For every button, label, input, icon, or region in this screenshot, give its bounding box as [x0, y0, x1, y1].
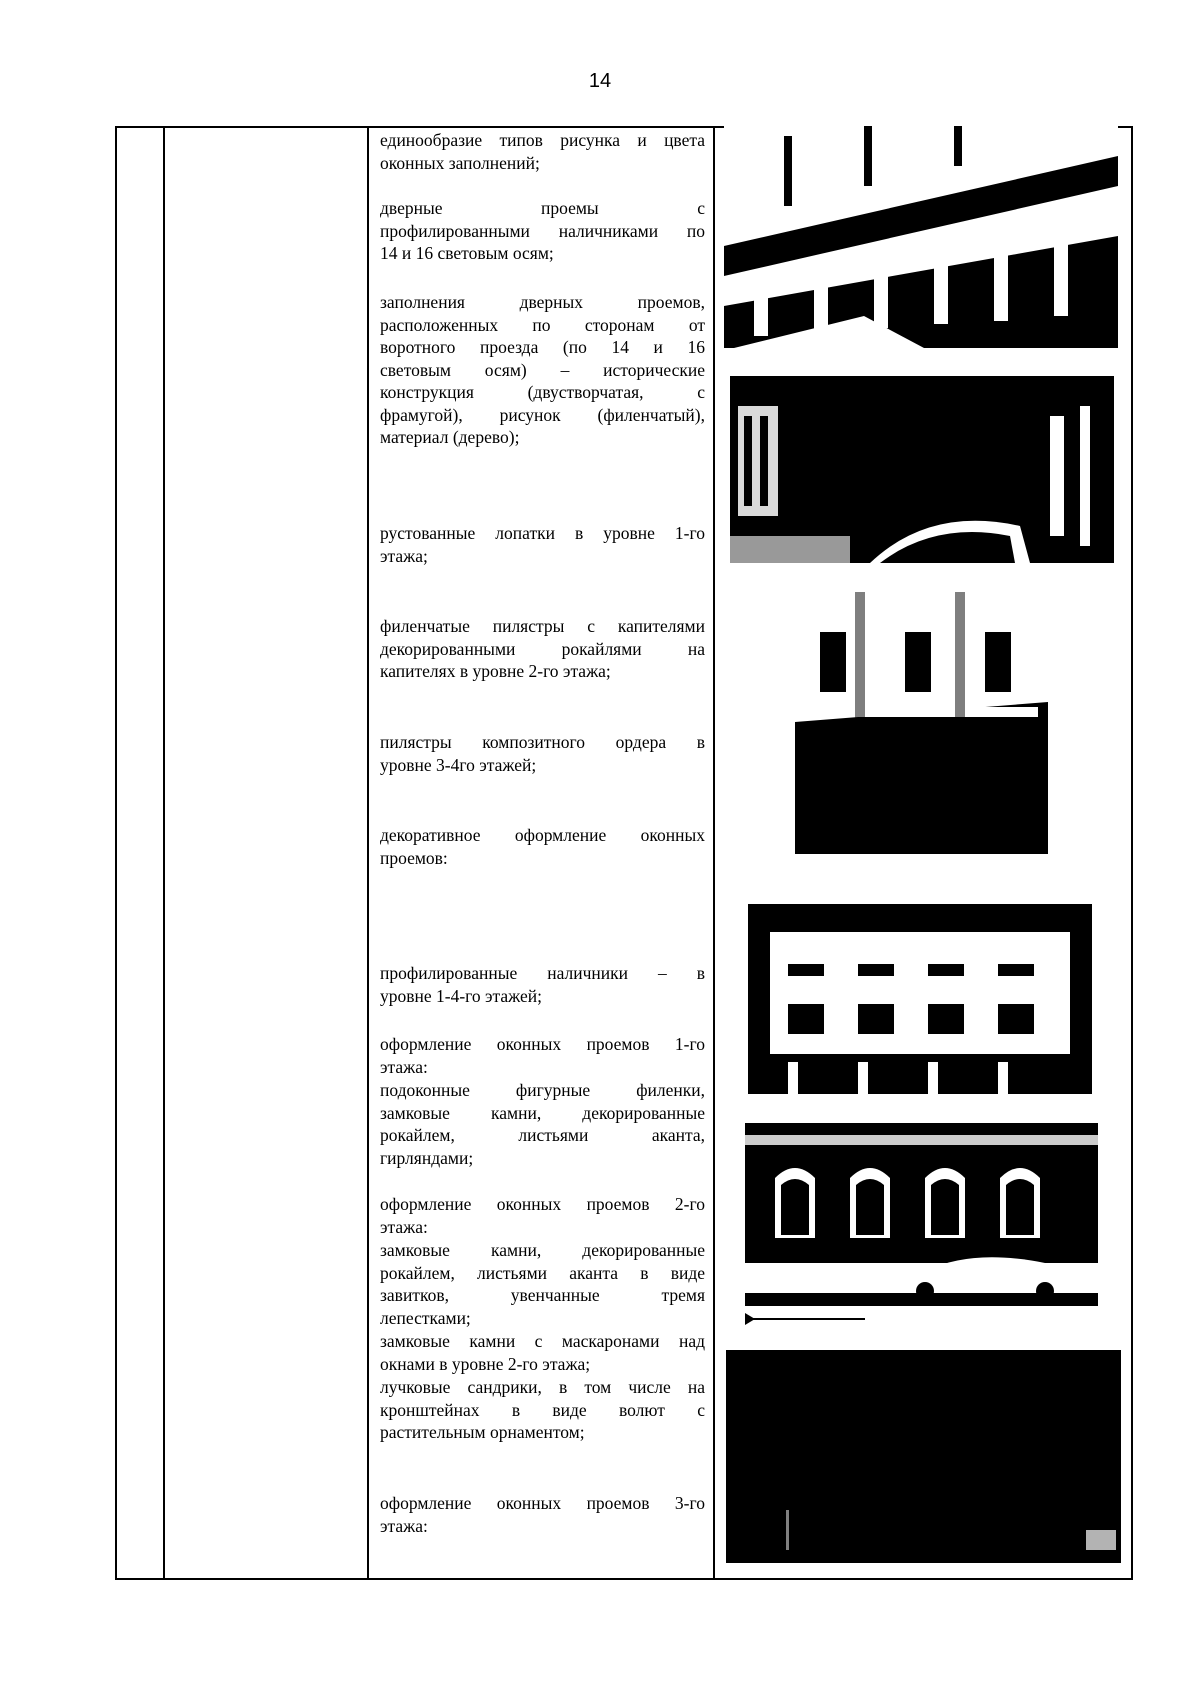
item-mascaron-keystones: замковые камни с маскаронами над окнами в уровне 2-го этажа; — [380, 1331, 705, 1374]
window-decor-photo — [748, 884, 1092, 1094]
item-floor2-keystones: замковые камни, декорированные рокайлем, листьями аканта в виде завитков, увенчанные тремя лепестками; — [380, 1240, 705, 1328]
item-floor2-heading: оформление оконных проемов 2-го этажа: — [380, 1194, 705, 1237]
item-floor1-heading: оформление оконных проемов 1-го этажа: — [380, 1034, 705, 1077]
arrow-line — [745, 1318, 865, 1320]
item-rusticated-pilasters: рустованные лопатки в уровне 1-го этажа; — [380, 523, 705, 566]
arrow-head-icon — [745, 1313, 755, 1325]
item-profiled-casings: профилированные наличники – в уровне 1-4-го этажей; — [380, 963, 705, 1006]
item-composite-pilasters: пилястры композитного ордера в уровне 3-4го этажей; — [380, 732, 705, 775]
column-divider-1 — [163, 126, 165, 1580]
item-panel-pilasters: филенчатые пилястры с капителями декорированными рокайлями на капителях в уровне 2-го этажа; — [380, 616, 705, 681]
column-divider-2 — [367, 126, 369, 1580]
dark-facade-photo — [726, 1350, 1121, 1563]
item-door-fills: заполнения дверных проемов, расположенных по сторонам от воротного проезда (по 14 и 16 световым осям) – исторические конструкция (двустворчатая, с фрамугой), рисунок (филенчатый), материал (дерево); — [380, 292, 705, 447]
item-door-openings: дверные проемы с профилированными наличниками по 14 и 16 световым осям; — [380, 198, 705, 263]
item-floor3-heading: оформление оконных проемов 3-го этажа: — [380, 1493, 705, 1536]
pilasters-balcony-photo — [795, 592, 1048, 854]
column-divider-3 — [713, 126, 715, 1580]
page-number: 14 — [588, 70, 612, 92]
item-arched-pediments: лучковые сандрики, в том числе на кронштейнах в виде волют с растительным орнаментом; — [380, 1377, 705, 1442]
first-floor-windows-photo — [745, 1123, 1098, 1306]
item-window-fill-uniformity: единообразие типов рисунка и цвета оконных заполнений; — [380, 130, 705, 173]
item-window-decor-heading: декоративное оформление оконных проемов: — [380, 825, 705, 868]
item-floor1-details: подоконные фигурные филенки, замковые камни, декорированные рокайлем, листьями аканта, гирляндами; — [380, 1080, 705, 1168]
facade-street-view-photo — [724, 126, 1118, 348]
door-opening-photo — [730, 376, 1114, 563]
